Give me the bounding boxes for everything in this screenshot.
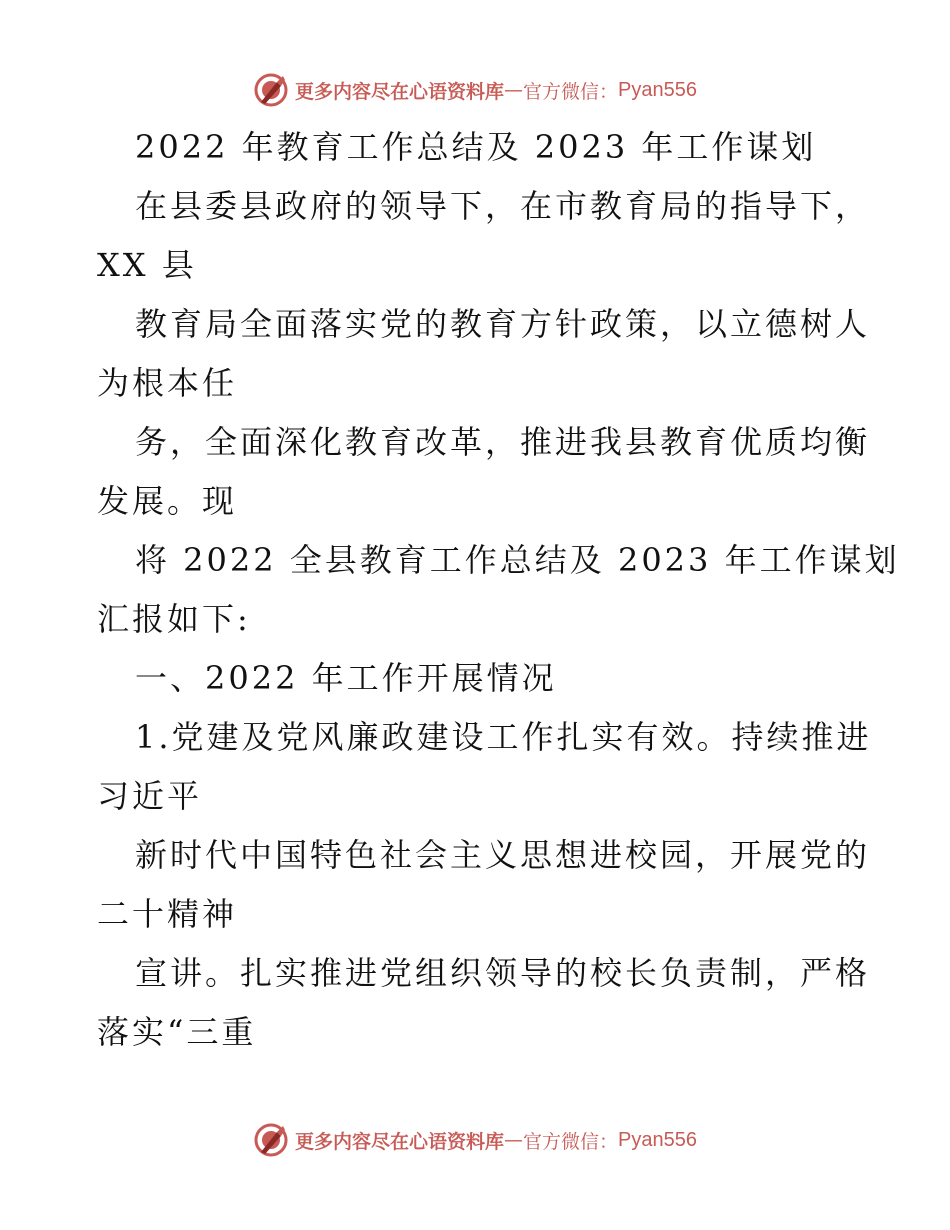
watermark-sub-text: 官方微信： <box>523 80 619 103</box>
paragraph-line: 新时代中国特色社会主义思想进校园，开展党的 <box>135 836 871 874</box>
watermark-main-text: 更多内容尽在心语资料库 <box>295 80 505 103</box>
paragraph-line: XX 县 <box>97 246 197 284</box>
paragraph-line: 在县委县政府的领导下，在市教育局的指导下， <box>135 187 871 225</box>
paragraph-line: 宣讲。扎实推进党组织领导的校长负责制，严格 <box>135 954 871 992</box>
watermark-sub-text: 官方微信： <box>523 1130 619 1153</box>
paragraph-line: 汇报如下: <box>97 600 251 638</box>
paragraph-line: 务，全面深化教育改革，推进我县教育优质均衡 <box>135 423 871 461</box>
document-title: 2022 年教育工作总结及 2023 年工作谋划 <box>135 128 817 166</box>
paragraph-line: 落实“三重 <box>97 1013 257 1051</box>
paragraph-line: 1.党建及党风廉政建设工作扎实有效。持续推进 <box>135 718 872 756</box>
watermark-main-text: 更多内容尽在心语资料库 <box>295 1130 505 1153</box>
header-watermark <box>0 70 950 110</box>
watermark-id-text: Pyan556 <box>618 78 697 101</box>
section-heading: 一、2022 年工作开展情况 <box>135 659 557 697</box>
paragraph-line: 教育局全面落实党的教育方针政策，以立德树人 <box>135 305 871 343</box>
paragraph-line: 发展。现 <box>97 482 238 520</box>
watermark-dash: — <box>504 79 524 101</box>
pen-circle-logo-icon <box>253 1122 289 1158</box>
watermark-id-text: Pyan556 <box>618 1128 697 1151</box>
pen-circle-logo-icon <box>253 72 289 108</box>
paragraph-line: 习近平 <box>97 777 203 815</box>
watermark-dash: — <box>504 1129 524 1151</box>
footer-watermark <box>0 1120 950 1160</box>
paragraph-line: 为根本任 <box>97 364 238 402</box>
paragraph-line: 将 2022 全县教育工作总结及 2023 年工作谋划 <box>135 541 900 579</box>
paragraph-line: 二十精神 <box>97 895 238 933</box>
